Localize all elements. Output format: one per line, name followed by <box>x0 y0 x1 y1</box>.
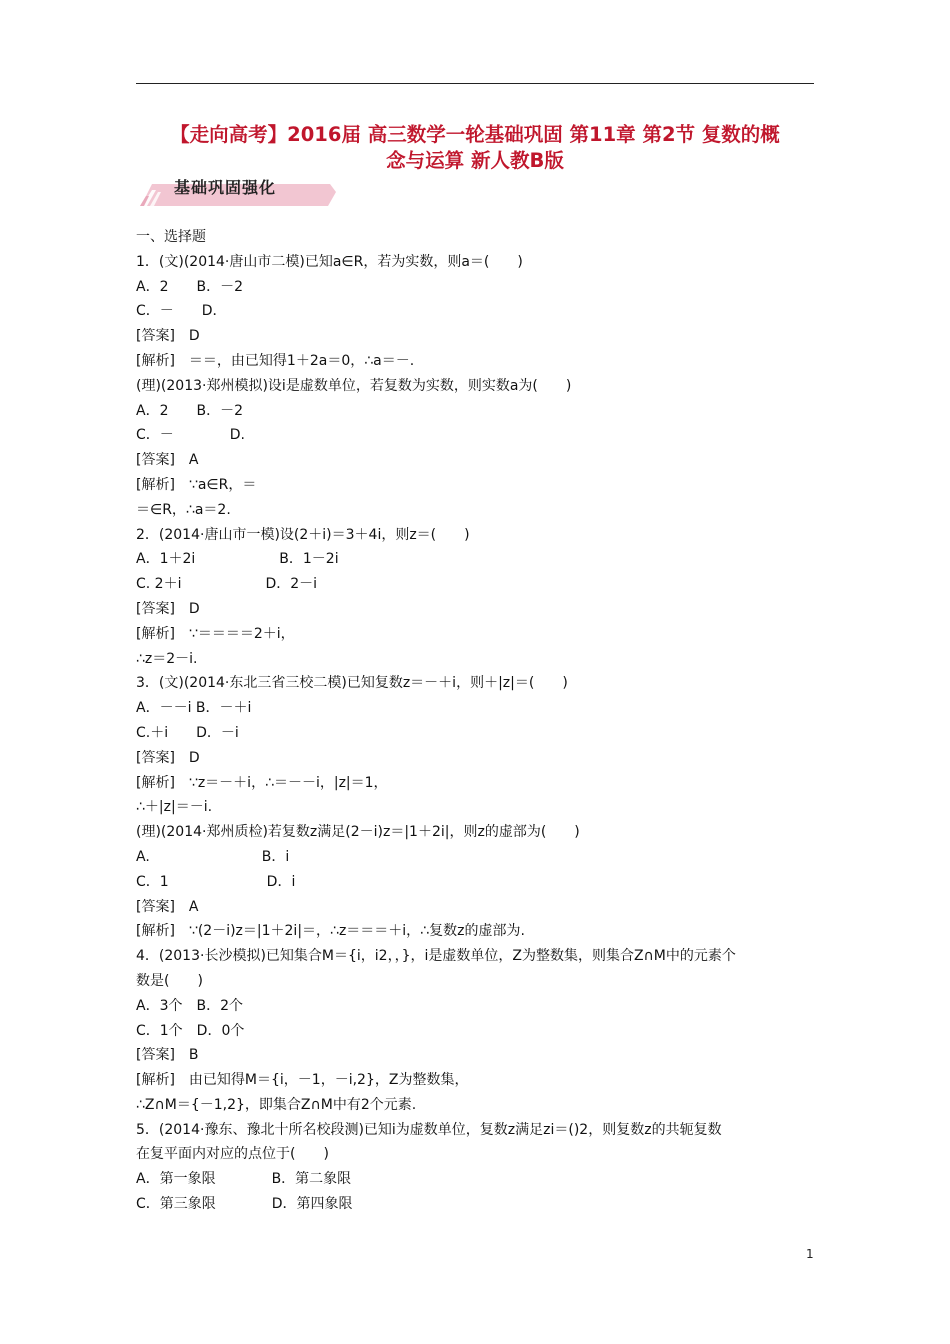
text-line: ∴Z∩M＝{－1,2}，即集合Z∩M中有2个元素. <box>136 1096 417 1113</box>
text-line: A．－－i B．－＋i <box>136 700 252 717</box>
text-line: 一、选择题 <box>136 229 206 245</box>
text-line: [解析] ∵a∈R，＝ <box>136 476 257 493</box>
text-line: [答案] A <box>136 898 199 915</box>
text-line: 2．(2014·唐山市一模)设(2＋i)＝3＋4i，则z＝( ) <box>136 526 470 543</box>
document-body <box>136 225 816 1217</box>
text-line: [答案] A <box>136 452 199 469</box>
title-line-2: 念与运算 新人教B版 <box>386 149 564 172</box>
text-line: C．1 D．i <box>136 873 296 890</box>
title-line-1: 【走向高考】2016届 高三数学一轮基础巩固 第11章 第2节 复数的概 <box>170 123 780 146</box>
text-line: (理)(2014·郑州质检)若复数z满足(2－i)z＝|1＋2i|，则z的虚部为( ) <box>136 824 580 841</box>
text-line: A．第一象限 B．第二象限 <box>136 1171 352 1188</box>
text-line: 4．(2013·长沙模拟)已知集合M＝{i，i2，，}，i是虚数单位，Z为整数集，则集合Z∩M中的元素个 <box>136 948 736 965</box>
banner-label: 基础巩固强化 <box>174 178 277 197</box>
text-line: 5．(2014·豫东、豫北十所名校段测)已知i为虚数单位，复数z满足zi＝()2，则复数z的共轭复数 <box>136 1121 722 1138</box>
text-line: [解析] ∵z＝－＋i，∴＝－－i，|z|＝1， <box>136 774 388 791</box>
text-line: ∴z＝2－i. <box>136 650 198 667</box>
text-line: 1．(文)(2014·唐山市二模)已知a∈R，若为实数，则a＝( ) <box>136 253 523 270</box>
text-line: 3．(文)(2014·东北三省三校二模)已知复数z＝－＋i，则＋|z|＝( ) <box>136 675 568 692</box>
header-rule <box>136 83 814 84</box>
text-line: [解析] ∵(2－i)z＝|1＋2i|＝，∴z＝＝＝＋i，∴复数z的虚部为. <box>136 923 525 940</box>
text-line: [答案] B <box>136 1047 199 1064</box>
text-line: A. B．i <box>136 848 290 865</box>
text-line: [解析] ∵＝＝＝＝2＋i， <box>136 625 295 642</box>
text-line: [解析] 由已知得M＝{i，－1，－i,2}，Z为整数集， <box>136 1072 469 1089</box>
document-title <box>136 122 814 174</box>
text-line: C．－ D． <box>136 303 227 320</box>
page-number: 1 <box>806 1247 814 1261</box>
text-line: C.＋i D．－i <box>136 724 239 741</box>
text-line: C. 2＋i D．2－i <box>136 576 318 593</box>
text-line: ＝∈R，∴a＝2. <box>136 501 231 518</box>
text-line: [解析] ＝＝，由已知得1＋2a＝0，∴a＝－. <box>136 352 415 369</box>
text-line: 数是( ) <box>136 972 203 989</box>
text-line: C．1个 D．0个 <box>136 1022 245 1039</box>
text-line: C．－ D. <box>136 427 246 444</box>
text-line: [答案] D <box>136 749 200 766</box>
text-line: C．第三象限 D．第四象限 <box>136 1196 353 1213</box>
text-line: [答案] D <box>136 328 200 345</box>
text-line: A．2 B．－2 <box>136 402 243 419</box>
text-line: ∴＋|z|＝－i. <box>136 799 213 816</box>
text-line: 在复平面内对应的点位于( ) <box>136 1146 329 1163</box>
text-line: [答案] D <box>136 600 200 617</box>
section-banner <box>138 178 336 210</box>
text-line: A．3个 B．2个 <box>136 997 243 1014</box>
text-line: A．1＋2i B．1－2i <box>136 551 339 568</box>
text-line: A．2 B．－2 <box>136 278 243 295</box>
text-line: (理)(2013·郑州模拟)设i是虚数单位，若复数为实数，则实数a为( ) <box>136 377 572 394</box>
